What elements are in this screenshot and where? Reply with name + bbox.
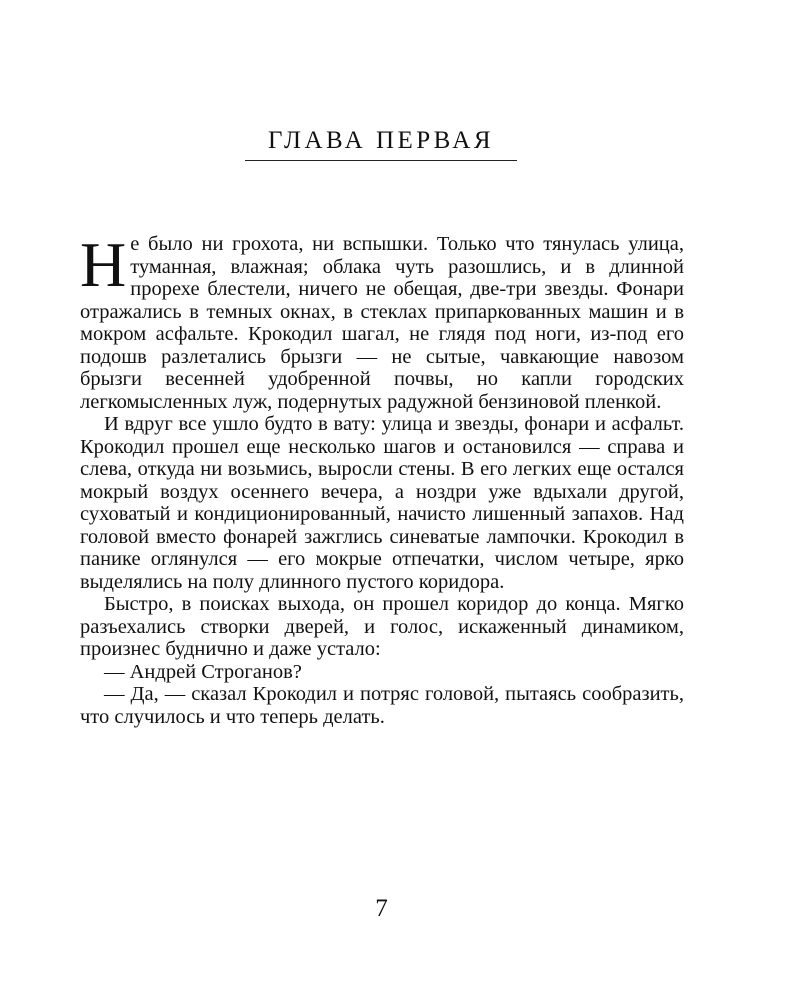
page-number: 7 — [375, 895, 388, 922]
paragraph-2: И вдруг все ушло будто в вату: улица и звезды, фонари и асфальт. Крокодил прошел еще несколько шагов и остановился — справа и слева, откуда ни возьмись, выросли стены. В его легких еще остался мокрый воздух осеннего вечера, а ноздри уже вдыхали другой, суховатый и кондиционированный, начисто лишенный запахов. Над головой вместо фонарей зажглись синеватые лампочки. Крокодил в панике оглянулся — его мокрые отпечатки, числом четыре, ярко выделялись на полу длинного пустого коридора. — [80, 413, 684, 593]
paragraph-1-text: е было ни грохота, ни вспышки. Только что тянулась улица, туманная, влажная; облака чуть разошлись, и в длинной прорехе блестели, ничего не обещая, две-три звезды. Фонари отражались в темных окнах, в стеклах припаркованных машин и в мокром асфальте. Крокодил шагал, не глядя под ноги, из-под его подошв разлетались брызги — не сытые, чавкающие навозом брызги весенней удобренной почвы, но капли городских легкомысленных луж, подернутых радужной бензиновой пленкой. — [80, 233, 684, 413]
drop-cap: Н — [80, 229, 127, 300]
paragraph-3: Быстро, в поисках выхода, он прошел коридор до конца. Мягко разъехались створки дверей, и голос, искаженный динамиком, произнес буднично и даже устало: — [80, 593, 684, 660]
dialogue-line-2: — Да, — сказал Крокодил и потряс головой, пытаясь сообразить, что случилось и что теперь делать. — [80, 683, 684, 728]
chapter-body — [80, 229, 684, 728]
paragraph-1 — [80, 229, 684, 413]
dialogue-line-1: — Андрей Строганов? — [104, 660, 302, 683]
chapter-title: ГЛАВА ПЕРВАЯ — [245, 126, 517, 161]
